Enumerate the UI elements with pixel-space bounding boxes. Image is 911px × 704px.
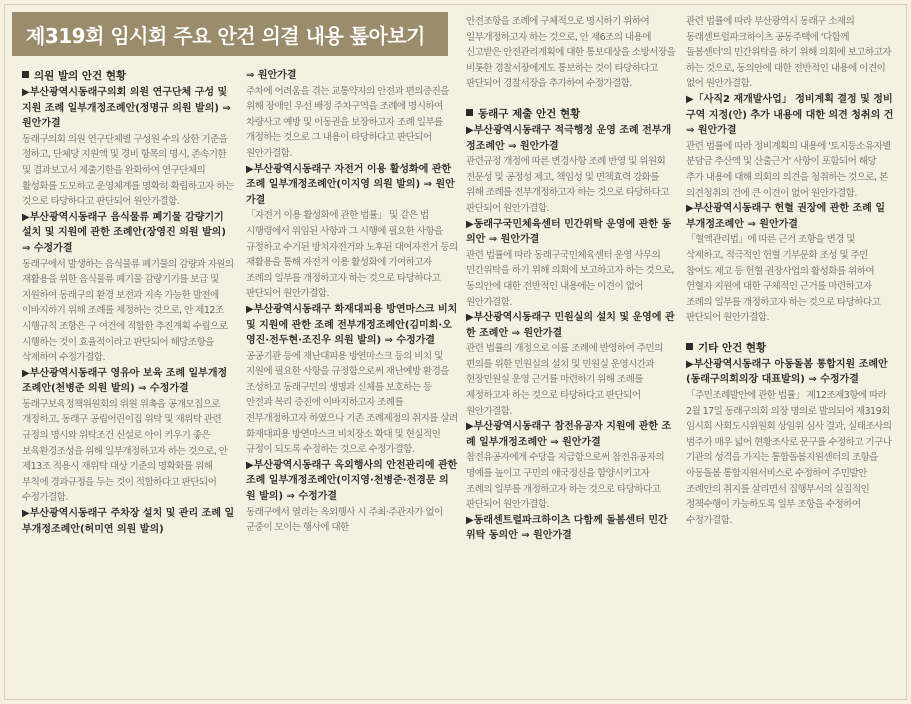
agenda-item-title: ▶동래센트럴파크하이츠 다함께 돌봄센터 민간위탁 동의안 ⇒ 원안가결 (466, 514, 668, 542)
square-bullet-icon (22, 71, 29, 78)
agenda-item-title: ▶부산광역시동래구 적극행정 운영 조례 전부개정조례안 ⇒ 원안가결 (466, 124, 672, 152)
section-heading (466, 106, 676, 122)
agenda-item-title: ▶부산광역시동래구의회 의원 연구단체 구성 및 지원 조례 일부개정조례안(정명규 의원 발의) ⇒ 원안가결 (22, 87, 231, 130)
column-1 (22, 68, 236, 700)
section-heading-text: 기타 안건 현황 (698, 341, 767, 354)
agenda-item-description: 「혈액관리법」에 따른 근거 조항을 변경 및 삭제하고, 적극적인 헌혈 기부문화 조성 및 주민 참여도 제고 등 헌혈 권장사업의 활성화를 위하여 헌혈자 지원에 대한 구체적인 근거를 마련하고자 조례의 일부를 개정하고자 하는 것으로 타당하다고 판단되어 원안가결함. (686, 234, 881, 324)
section-heading (22, 68, 236, 84)
title-banner (12, 12, 448, 56)
agenda-item-description: 참전유공자에게 수당을 지급함으로써 참전유공자의 명예를 높이고 구민의 애국정신을 함양시키고자 조례의 일부를 개정하고자 하는 것으로 타당하다고 판단되어 원안가결함. (466, 452, 665, 511)
section-heading-text: 의원 발의 안건 현황 (34, 70, 127, 82)
agenda-item-title: ▶부산광역시동래구 음식물류 폐기물 감량기기 설치 및 지원에 관한 조례안(장영진 의원 발의) ⇒ 수정가결 (22, 211, 226, 254)
square-bullet-icon (686, 343, 693, 350)
section-heading-text: 동래구 제출 안건 현황 (478, 107, 581, 120)
agenda-item-title: ▶부산광역시동래구 영유아 보육 조례 일부개정조례안(천병준 의원 발의) ⇒ 수정가결 (22, 367, 228, 395)
agenda-item-description: 「주민조례발안에 관한 법률」 제12조제3항에 따라 2월 17일 동래구의회 의장 명의로 발의되어 제319회 임시회 사회도시위원회 상임위 심사 결과, 실태조사의 범주가 매우 넓어 현황조사로 문구를 수정하고 기구나 기관의 성격을 가지는 통합돌봄지원센터의 조항을 아동돌봄 통합지원서비스로 수정하여 주민발안 조례안의 취지를 살리면서 집행부서의 실질적인 정책수행이 가능하도록 일부 조항을 수정하여 수정가결함. (686, 390, 892, 526)
agenda-item-description: 관련 법률에 따라 부산광역시 동래구 소재의 동래센트럴파크하이츠 공동주택에 '다함께 돌봄센터'의 민간위탁을 하기 위해 의회에 보고하고자 하는 것으로, 동의안에 대한 전반적인 내용에 이견이 없어 원안가결함. (686, 16, 891, 90)
agenda-item-description: 관련 법률의 개정으로 이를 조례에 반영하여 주민의 편의를 위한 민원실의 설치 및 민원실 운영시간과 현장민원실 운영 근거를 마련하기 위해 조례를 제정하고자 하는 것으로 타당하다고 판단되어 원안가결함. (466, 343, 663, 417)
agenda-item-title: ⇒ 원안가결 (246, 70, 297, 81)
agenda-item-description: 관련 법률에 따라 동래구국민체육센터 운영 사무의 민간위탁을 하기 위해 의회에 보고하고자 하는 것으로, 동의안에 대한 전반적인 내용에는 이견이 없어 원안가결함. (466, 249, 674, 308)
agenda-item-title: ▶부산광역시동래구 자전거 이용 활성화에 관한 조례 일부개정조례안(이지영 의원 발의) ⇒ 원안가결 (246, 163, 455, 206)
agenda-item-description: 관련규정 개정에 따른 변경사항 조례 반영 및 위원회 전문성 및 공정성 제고, 책임성 및 면책효력 강화를 위해 조례를 전부개정하고자 하는 것으로 타당하다고 판단되어 원안가결함. (466, 156, 669, 214)
agenda-item-title: ▶부산광역시동래구 아동돌봄 통합지원 조례안(동래구의회의장 대표발의) ⇒ 수정가결 (686, 358, 888, 386)
agenda-item-description: 주차에 어려움을 겪는 교통약자의 안전과 편의증진을 위해 장애인 우선 배정 주차구역을 조례에 명시하여 차량사고 예방 및 이동권을 보장하고자 조례 일부를 개정하는 것으로 그 내용이 타당하다고 판단되어 원안가결함. (246, 85, 449, 159)
agenda-item-title: ▶부산광역시동래구 참전유공자 지원에 관한 조례 일부개정조례안 ⇒ 원안가결 (466, 421, 672, 448)
agenda-item-title: ▶「사직2 재개발사업」 정비계획 결정 및 정비구역 지정(안) 추가 내용에 대한 의견 청취의 건 ⇒ 원안가결 (686, 93, 894, 137)
agenda-item-title: ▶부산광역시동래구 헌혈 권장에 관한 조례 일부개정조례안 ⇒ 원안가결 (686, 203, 885, 230)
agenda-item-description: 동래구의회 의원 연구단체별 구성원 수의 상한 기준을 정하고, 단체당 지원액 및 경비 항목의 명시, 존속기한 및 결과보고서 제출기한을 완화하여 연구단체의 활성화를 도모하고 운영체계를 명확히 확립하고자 하는 것으로 타당하다고 판단되어 원안가결함. (22, 133, 234, 208)
agenda-item-title: ▶부산광역시동래구 주차장 설치 및 관리 조례 일부개정조례안(허미연 의원 발의) (22, 508, 235, 535)
agenda-item-description: 동래구에서 열리는 옥외행사 시 주최·주관자가 없이 군중이 모이는 행사에 대한 (246, 506, 443, 534)
column-3 (466, 14, 676, 700)
agenda-item-title: ▶동래구국민체육센터 민간위탁 운영에 관한 동의안 ⇒ 원안가결 (466, 218, 672, 246)
section-heading (686, 340, 894, 356)
agenda-item-title: ▶부산광역시동래구 옥외행사의 안전관리에 관한 조례 일부개정조례안(이지영·천병준·전경문 의원 발의) ⇒ 수정가결 (246, 459, 458, 503)
section-spacer (466, 92, 676, 106)
agenda-item-title: ▶부산광역시동래구 민원실의 설치 및 운영에 관한 조례안 ⇒ 원안가결 (466, 312, 675, 339)
agenda-item-title: ▶부산광역시동래구 화재대피용 방연마스크 비치 및 지원에 관한 조례 전부개정조례안(김미희·오영진·전두현·조진우 의원 발의) ⇒ 수정가결 (246, 303, 458, 347)
square-bullet-icon (466, 109, 473, 116)
page-title: 제319회 임시회 주요 안건 의결 내용 톺아보기 (26, 24, 425, 48)
agenda-item-description: 동래구보육정책위원회의 위원 위촉을 공개모집으로 개정하고, 동래구 공립어린이집 위탁 및 재위탁 관련 규정의 명시와 위탁조건 신설로 아이 키우기 좋은 보육환경조성을 위해 일부개정하고자 하는 것으로, 안 제13조 적용시 재위탁 대상 기준의 명확화를 위해 부칙에 경과규정을 두는 것이 적합하다고 판단되어 수정가결함. (22, 398, 228, 504)
column-4 (686, 14, 894, 700)
agenda-item-description: 안전조항을 조례에 구체적으로 명시하기 위하여 일부개정하고자 하는 것으로, 안 제6조의 내용에 신고받은 안전관리계획에 대한 통보대상을 소방서장을 비롯한 경찰서장에게도 통보하는 것이 타당하다고 판단되어 경찰서장을 추가하여 수정가결함. (466, 16, 676, 90)
column-2 (246, 68, 458, 700)
section-spacer (686, 326, 894, 340)
agenda-item-description: 관련 법률에 따라 정비계획의 내용에 '토지등소유자별 분담금 추산액 및 산출근거' 사항이 포함되어 해당 추가 내용에 대해 의회의 의견을 청취하는 것으로, 본 의견청취의 건에 큰 이견이 없어 원안가결함. (686, 140, 891, 199)
agenda-item-description: 「자전거 이용 활성화에 관한 법률」 및 같은 법 시행령에서 위임된 사항과 그 시행에 필요한 사항을 규정하고 수거된 방치자전거와 노후된 대여자전거 등의 재활용을 통해 자전거 이용 활성화에 기여하고자 조례의 일부를 개정하고자 하는 것으로 타당하다고 판단되어 원안가결함. (246, 210, 458, 300)
agenda-item-description: 공공기관 등에 재난대피용 방연마스크 등의 비치 및 지원에 필요한 사항을 규정함으로써 재난예방 환경을 조성하고 동래구민의 생명과 신체를 보호하는 등 안전과 복리 증진에 이바지하고자 조례를 전부개정하고자 하였으나 기존 조례제정의 취지를 살려 화재대피용 방연마스크 비치장소 확대 및 현실적인 규정이 되도록 수정하는 것으로 수정가결함. (246, 350, 458, 456)
agenda-item-description: 동래구에서 발생하는 음식물류 폐기물의 감량과 자원의 재활용을 위한 음식물류 폐기물 감량기기를 보급 및 지원하여 동래구의 환경 보전과 지속 가능한 발전에 이바지하기 위해 조례를 제정하는 것으로, 안 제12조 시행규칙 조항은 구 여건에 적합한 추진계획 수립으로 시행하는 것이 효율적이라고 판단되어 해당조항을 삭제하여 수정가결함. (22, 258, 234, 364)
